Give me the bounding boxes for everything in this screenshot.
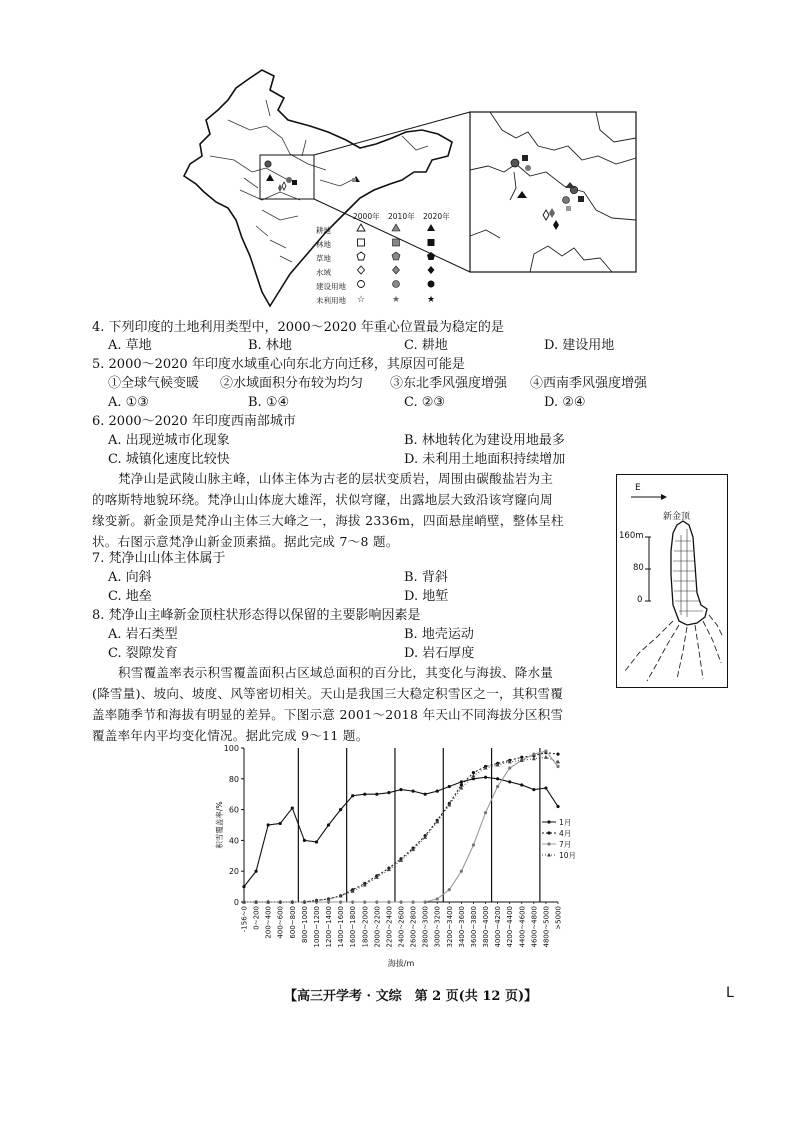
q4-option-a[interactable]: A. 草地 — [108, 338, 152, 353]
data-point — [254, 870, 257, 873]
x-tick-label: 600~800 — [288, 906, 297, 939]
data-point — [532, 788, 535, 791]
legend-label: 4月 — [559, 829, 572, 838]
data-point — [387, 791, 390, 794]
sketch-direction-label: E — [635, 483, 641, 493]
legend-symbols — [356, 223, 452, 315]
data-point — [242, 885, 245, 888]
svg-text:☆: ☆ — [357, 295, 366, 305]
data-point — [508, 766, 511, 769]
q5-item-4: ④西南季风强度增强 — [530, 376, 648, 391]
data-point — [448, 888, 451, 891]
x-tick-label: 4800~5000 — [542, 906, 551, 948]
q6-option-a[interactable]: A. 出现逆城市化现象 — [108, 433, 230, 448]
y-tick-label: 0 — [233, 898, 239, 907]
sketch-scale-160: 160m — [619, 531, 644, 541]
data-point — [375, 900, 378, 903]
data-point — [267, 823, 270, 826]
legend-year-2020: 2020年 — [423, 212, 450, 221]
data-point — [363, 900, 366, 903]
page-footer: 【高三开学考 · 文综 第 2 页(共 12 页)】 — [284, 989, 538, 1004]
legend-marker — [547, 831, 550, 834]
data-point — [532, 757, 536, 761]
q8-option-a[interactable]: A. 岩石类型 — [108, 627, 178, 642]
series-line-4 — [244, 757, 558, 902]
x-tick-label: 4400~4600 — [518, 906, 527, 948]
series-line-1 — [244, 777, 558, 886]
x-tick-label: 2400~2600 — [397, 906, 406, 948]
x-axis-label: 海拔/m — [387, 959, 415, 968]
svg-text:★: ★ — [392, 295, 401, 305]
data-point — [496, 777, 499, 780]
y-tick-label: 60 — [228, 805, 239, 815]
data-point — [508, 780, 511, 783]
passage2-line-3: 盖率随季节和海拔有明显的差异。下图示意 2001～2018 年天山不同海拔分区积雪 — [92, 707, 564, 722]
data-point — [411, 900, 414, 903]
data-point — [424, 793, 427, 796]
x-tick-label: 1000~1200 — [312, 906, 321, 948]
x-tick-label: 3400~3600 — [457, 906, 466, 948]
data-point — [303, 839, 306, 842]
data-point — [544, 755, 548, 759]
q6-stem: 6. 2000～2020 年印度西南部城市 — [92, 414, 296, 429]
legend-label-forest: 林地 — [316, 240, 331, 249]
y-axis-label: 积雪覆盖率/% — [215, 801, 224, 849]
q4-stem: 4. 下列印度的土地利用类型中，2000～2020 年重心位置最为稳定的是 — [92, 320, 504, 335]
footer-mark: L — [726, 985, 734, 1001]
q5-item-1: ①全球气候变暖 — [108, 376, 200, 391]
data-point — [436, 897, 439, 900]
q5-stem: 5. 2000～2020 年印度水域重心向东北方向迁移，其原因可能是 — [92, 357, 465, 372]
data-point — [544, 749, 547, 752]
data-point — [327, 900, 330, 903]
legend-label: 1月 — [559, 818, 572, 827]
inset-map — [470, 112, 636, 272]
legend-label: 7月 — [559, 840, 572, 849]
series-line-2 — [244, 753, 558, 902]
series-line-3 — [244, 751, 558, 902]
sketch-scale-0: 0 — [637, 595, 643, 605]
snow-cover-chart — [210, 742, 590, 974]
legend-year-2010: 2010年 — [388, 212, 415, 221]
data-point — [460, 870, 463, 873]
sketch-peak-label: 新金顶 — [663, 512, 691, 522]
data-point — [556, 765, 559, 768]
x-tick-label: 3600~3800 — [469, 906, 478, 948]
q7-option-b[interactable]: B. 背斜 — [404, 570, 448, 585]
q5-option-c[interactable]: C. ②③ — [404, 395, 446, 410]
q8-option-d[interactable]: D. 岩石厚度 — [404, 646, 475, 661]
q5-option-a[interactable]: A. ①③ — [108, 395, 149, 410]
data-point — [520, 783, 523, 786]
passage2-line-1: 积雪覆盖率表示积雪覆盖面积占区域总面积的百分比，其变化与海拔、降水量 — [118, 665, 554, 680]
x-tick-label: 3200~3400 — [445, 906, 454, 948]
y-tick-label: 20 — [228, 867, 239, 877]
data-point — [291, 806, 294, 809]
legend-marker — [547, 853, 551, 857]
passage2-line-4: 覆盖率年内平均变化情况。据此完成 9～11 题。 — [92, 728, 369, 743]
data-point — [411, 790, 414, 793]
q4-option-d[interactable]: D. 建设用地 — [544, 338, 615, 353]
passage2-line-2: (降雪量)、坡向、坡度、风等密切相关。天山是我国三大稳定积雪区之一，其积雪覆 — [92, 686, 564, 701]
data-point — [351, 794, 354, 797]
data-point — [471, 774, 475, 778]
data-point — [436, 790, 439, 793]
x-tick-label: 1400~1600 — [337, 906, 346, 948]
data-point — [472, 843, 475, 846]
data-point — [399, 900, 402, 903]
x-tick-label: >5000 — [554, 906, 563, 930]
data-point — [472, 777, 475, 780]
x-tick-label: 0~200 — [252, 906, 261, 930]
q8-option-b[interactable]: B. 地壳运动 — [404, 627, 474, 642]
q6-option-c[interactable]: C. 城镇化速度比较快 — [108, 452, 230, 467]
legend-year-2000: 2000年 — [353, 212, 380, 221]
data-point — [556, 805, 559, 808]
data-point — [327, 823, 330, 826]
x-tick-label: 3000~3200 — [433, 906, 442, 948]
data-point — [387, 900, 390, 903]
data-point — [375, 793, 378, 796]
q8-stem: 8. 梵净山主峰新金顶柱状形态得以保留的主要影响因素是 — [92, 608, 421, 623]
passage1-line-1: 梵净山是武陵山脉主峰，山体主体为古老的层状变质岩，周围由碳酸盐岩为主 — [118, 471, 554, 486]
x-tick-label: 1800~2000 — [361, 906, 370, 948]
q4-option-c[interactable]: C. 耕地 — [404, 338, 448, 353]
q4-option-b[interactable]: B. 林地 — [248, 338, 292, 353]
data-point — [532, 753, 535, 756]
data-point — [544, 786, 547, 789]
legend-label-grassland: 草地 — [316, 254, 331, 263]
q6-option-b[interactable]: B. 林地转化为建设用地最多 — [404, 433, 565, 448]
y-tick-label: 100 — [223, 744, 239, 753]
x-tick-label: 3800~4000 — [482, 906, 491, 948]
x-tick-label: 1600~1800 — [349, 906, 358, 948]
x-tick-label: 2600~2800 — [409, 906, 418, 948]
legend-label-water: 水域 — [316, 268, 331, 277]
svg-text:★: ★ — [427, 295, 436, 305]
x-tick-label: -156~0 — [240, 906, 249, 933]
legend-label-construction: 建设用地 — [316, 282, 346, 291]
legend-label-unused: 未利用地 — [316, 296, 346, 305]
data-point — [363, 793, 366, 796]
xinjinding-sketch — [616, 474, 728, 688]
q5-item-2: ②水域面积分布较为均匀 — [220, 376, 364, 391]
passage1-line-3: 缘变新。新金顶是梵净山主体三大峰之一，海拔 2336m，四面悬崖峭壁，整体呈柱 — [92, 513, 564, 528]
data-point — [399, 788, 402, 791]
x-tick-label: 4200~4400 — [506, 906, 515, 948]
x-tick-label: 200~400 — [264, 906, 273, 939]
data-point — [424, 900, 427, 903]
data-point — [496, 785, 499, 788]
passage1-line-2: 的喀斯特地貌环绕。梵净山山体庞大雄浑，状似穹窿，出露地层大致沿该穹窿向周 — [92, 492, 553, 507]
q7-option-c[interactable]: C. 地垒 — [108, 589, 152, 604]
x-tick-label: 800~1000 — [300, 906, 309, 944]
sketch-drawing — [617, 475, 727, 687]
data-point — [351, 900, 354, 903]
y-tick-label: 80 — [228, 774, 239, 784]
data-point — [484, 811, 487, 814]
legend-label-farmland: 耕地 — [316, 226, 331, 235]
data-point — [460, 780, 463, 783]
q7-stem: 7. 梵净山山体主体属于 — [92, 551, 226, 566]
x-tick-label: 2200~2400 — [385, 906, 394, 948]
data-point — [279, 822, 282, 825]
q5-option-d[interactable]: D. ②④ — [544, 395, 586, 410]
legend-label: 10月 — [559, 851, 577, 860]
data-point — [315, 840, 318, 843]
x-tick-label: 2800~3000 — [421, 906, 430, 948]
data-point — [556, 753, 559, 756]
y-tick-label: 40 — [228, 836, 239, 846]
passage1-line-4: 状。右图示意梵净山新金顶素描。据此完成 7～8 题。 — [92, 534, 399, 549]
legend-marker — [547, 842, 550, 845]
x-tick-label: 2000~2200 — [373, 906, 382, 948]
x-tick-label: 1200~1400 — [325, 906, 334, 948]
x-tick-label: 4600~4800 — [530, 906, 539, 948]
data-point — [339, 900, 342, 903]
q6-option-d[interactable]: D. 未利用土地面积持续增加 — [404, 452, 566, 467]
x-tick-label: 4000~4200 — [494, 906, 503, 948]
sketch-scale-80: 80 — [633, 563, 644, 573]
data-point — [484, 776, 487, 779]
q7-option-a[interactable]: A. 向斜 — [108, 570, 152, 585]
q5-item-3: ③东北季风强度增强 — [390, 376, 508, 391]
data-point — [448, 785, 451, 788]
q8-option-c[interactable]: C. 裂隙发育 — [108, 646, 178, 661]
q7-option-d[interactable]: D. 地堑 — [404, 589, 449, 604]
data-point — [339, 808, 342, 811]
x-tick-label: 400~600 — [276, 906, 285, 939]
legend-marker — [547, 820, 550, 823]
q5-option-b[interactable]: B. ①④ — [248, 395, 290, 410]
